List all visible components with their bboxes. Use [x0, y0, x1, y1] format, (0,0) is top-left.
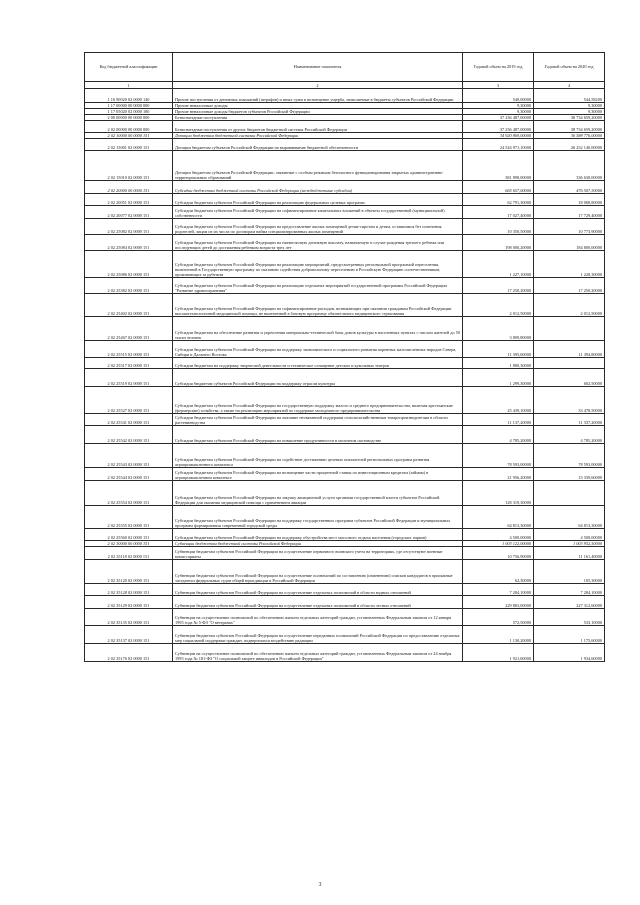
kbk-code-cell: 2 02 25560 02 0000 151	[85, 529, 173, 541]
value-2020-cell: 10 773,90000	[534, 219, 605, 235]
table-row	[85, 139, 605, 151]
indicator-name-cell: Субвенции бюджетам субъектов Российской Федерации на осуществление переданных полномочий Российской Федерации по предоставлению отдельных мер социальной поддержки граждан, подвергшихся воздействию радиации	[173, 626, 463, 644]
page-number: 3	[318, 882, 322, 888]
kbk-code-cell: 2 02 25519 02 0000 151	[85, 369, 173, 387]
indicator-name-cell: Безвозмездные поступления	[173, 115, 463, 121]
value-2020-cell: 38 734 659,20000	[534, 115, 605, 121]
value-2019-cell: 11 137,20000	[463, 414, 534, 426]
value-2020-cell: 227 312,60000	[534, 596, 605, 609]
indicator-name-cell: Прочие неналоговые доходы	[173, 103, 463, 109]
kbk-code-cell: 2 02 35128 02 0000 151	[85, 584, 173, 596]
value-2019-cell: 21 956,20000	[463, 468, 534, 481]
kbk-code-cell: 2 02 35135 02 0000 151	[85, 609, 173, 626]
table-row	[85, 278, 605, 294]
indicator-name-cell: Субвенции бюджетам субъектов Российской Федерации на осуществление отдельных полномочий в области лесных отношений	[173, 596, 463, 609]
indicator-name-cell: Дотации бюджетам субъектов Российской Федерации, связанные с особым режимом безопасного функционирования закрытых административно-территориальных образований	[173, 151, 463, 181]
kbk-code-cell: 2 02 20077 02 0000 151	[85, 206, 173, 219]
value-2020-cell: 17 729,40000	[534, 206, 605, 219]
value-2020-cell: 1 228,30000	[534, 251, 605, 278]
value-2019-cell: 24 544 971,10000	[463, 139, 534, 151]
indicator-name-cell: Субвенции бюджетам субъектов Российской Федерации на осуществление полномочий по составлению (изменению) списков кандидатов в присяжные заседатели федеральных судов общей юрисдикции в Российской Федерации	[173, 560, 463, 584]
kbk-code-cell: 2 02 25542 02 0000 151	[85, 426, 173, 444]
indicator-name-cell: Субсидии бюджетам субъектов Российской Федерации на поддержку экономического и социального развития коренных малочисленных народов Севера, Сибири и Дальнего Востока	[173, 341, 463, 358]
value-2020-cell: 11 161,40000	[534, 547, 605, 560]
header-code: Код бюджетной классификации	[85, 53, 173, 82]
kbk-code-cell: 1 17 00000 00 0000 000	[85, 103, 173, 109]
value-2019-cell: 25 439,10000	[463, 387, 534, 414]
kbk-code-cell: 2 02 15001 02 0000 151	[85, 139, 173, 151]
value-2019-cell: 17 027,40000	[463, 206, 534, 219]
value-2020-cell: 602,50000	[534, 369, 605, 387]
indicator-name-cell: Субвенции бюджетам субъектов Российской Федерации на осуществление первичного воинского учета на территориях, где отсутствуют военные комиссариаты	[173, 547, 463, 560]
indicator-name-cell: Субвенции на осуществление полномочий по обеспечению жильем отдельных категорий граждан, установленных Федеральным законом от 12 января 1995 года № 5-ФЗ "О ветеранах"	[173, 609, 463, 626]
kbk-code-cell: 2 02 25541 02 0000 151	[85, 414, 173, 426]
table-row	[85, 626, 605, 644]
indicator-name-cell: Субсидии бюджетам субъектов Российской Федерации на реализацию мероприятий, предусмотренных региональной программой переселения, включенной в Государственную программу по оказанию содействия добровольному переселению в Российскую Федерацию соотечественников, проживающих за рубежом	[173, 251, 463, 278]
value-2019-cell: 17 250,20000	[463, 278, 534, 294]
value-2020-cell: 544,58200	[534, 89, 605, 103]
value-2019-cell: 229 883,00000	[463, 596, 534, 609]
table-row	[85, 219, 605, 235]
kbk-code-cell: 2 02 35176 02 0000 151	[85, 644, 173, 662]
value-2020-cell: 184 800,00000	[534, 235, 605, 251]
column-number: 1	[85, 82, 173, 89]
indicator-name-cell: Субсидии бюджетам субъектов Российской Федерации на поддержку обустройства мест массового отдыха населения (городских парков)	[173, 529, 463, 541]
value-2019-cell: 1 299,30000	[463, 369, 534, 387]
table-row	[85, 369, 605, 387]
value-2019-cell: 2 012,50000	[463, 294, 534, 317]
table-row	[85, 481, 605, 506]
indicator-name-cell: Субсидии бюджетам субъектов Российской Федерации на оказание несвязанной поддержки сельскохозяйственным товаропроизводителям в области растениеводства	[173, 414, 463, 426]
kbk-code-cell: 2 02 25543 02 0000 151	[85, 444, 173, 468]
table-row	[85, 468, 605, 481]
indicator-name-cell: Безвозмездные поступления от других бюджетов бюджетной системы Российской Федерации	[173, 121, 463, 133]
indicator-name-cell: Дотации бюджетам субъектов Российской Федерации на выравнивание бюджетной обеспеченности	[173, 139, 463, 151]
value-2019-cell: 62,30000	[463, 560, 534, 584]
value-2019-cell: 1 880,30000	[463, 358, 534, 369]
value-2019-cell: 37 236 487,00000	[463, 121, 534, 133]
value-2019-cell: 37 236 487,00000	[463, 115, 534, 121]
kbk-code-cell: 2 02 35129 02 0000 151	[85, 596, 173, 609]
value-2019-cell: 540,00000	[463, 89, 534, 103]
value-2020-cell: 105,30000	[534, 560, 605, 584]
table-row	[85, 151, 605, 181]
value-2019-cell: 10 756,90000	[463, 547, 534, 560]
table-row	[85, 121, 605, 133]
table-row	[85, 644, 605, 662]
table-row	[85, 294, 605, 317]
kbk-code-cell: 2 02 25555 02 0000 151	[85, 506, 173, 529]
value-2019-cell: 4 785,20000	[463, 426, 534, 444]
table-row	[85, 547, 605, 560]
value-2020-cell: 1 003 952,50000	[534, 541, 605, 547]
value-2020-cell	[534, 358, 605, 369]
table-row	[85, 206, 605, 219]
kbk-code-cell: 2 02 25086 02 0000 151	[85, 251, 173, 278]
indicator-name-cell: Субсидии бюджетам субъектов Российской Федерации на софинансирование расходов, возникающих при оказании гражданам Российской Федерации высокотехнологичной медицинской помощи, не включенной в базовую программу обязательного медицинского страхования	[173, 294, 463, 317]
table-row	[85, 596, 605, 609]
indicator-name-cell: Субсидии бюджетам субъектов Российской Федерации на возмещение части процентной ставки по инвестиционным кредитам (займам) в агропромышленном комплексе	[173, 468, 463, 481]
value-2019-cell: 198 000,20000	[463, 235, 534, 251]
column-number: 2	[173, 82, 463, 89]
table-row	[85, 426, 605, 444]
kbk-code-cell: 2 02 25084 02 0000 151	[85, 235, 173, 251]
value-2020-cell	[534, 317, 605, 341]
value-2020-cell: 2 012,50000	[534, 294, 605, 317]
indicator-name-cell: Субсидии бюджетам на обеспечение развития и укрепления материально-технической базы домов культуры в населенных пунктах с числом жителей до 50 тысяч человек	[173, 317, 463, 341]
value-2019-cell: 78 593,00000	[463, 444, 534, 468]
indicator-name-cell: Субсидии бюджетам субъектов Российской Федерации на предоставление жилых помещений детям-сиротам и детям, оставшимся без попечения родителей, лицам из их числа по договорам найма специализированных жилых помещений	[173, 219, 463, 235]
value-2019-cell: 572,50000	[463, 609, 534, 626]
kbk-code-cell: 2 02 15010 02 0000 151	[85, 151, 173, 181]
value-2019-cell: 64 813,30000	[463, 506, 534, 529]
header-2019: Годовой объем на 2019 год	[463, 53, 534, 82]
column-number: 4	[534, 82, 605, 89]
kbk-code-cell: 2 02 00000 00 0000 000	[85, 121, 173, 133]
table-row	[85, 584, 605, 596]
indicator-name-cell: Субвенции бюджетам субъектов Российской Федерации на осуществление отдельных полномочий в области водных отношений	[173, 584, 463, 596]
value-2019-cell: 34 920 869,00000	[463, 133, 534, 139]
kbk-code-cell: 2 02 35118 02 0000 151	[85, 547, 173, 560]
table-row	[85, 529, 605, 541]
value-2020-cell: 33 478,50000	[534, 387, 605, 414]
budget-revenue-table	[84, 52, 605, 662]
kbk-code-cell: 2 02 25467 02 0000 151	[85, 317, 173, 341]
table-row	[85, 609, 605, 626]
header-name: Наименование показателя	[173, 53, 463, 82]
kbk-code-cell: 2 02 25515 02 0000 151	[85, 341, 173, 358]
value-2019-cell: 1 003 122,00000	[463, 541, 534, 547]
value-2020-cell: 18 068,80000	[534, 194, 605, 206]
value-2019-cell: 10 350,50000	[463, 219, 534, 235]
table-row	[85, 181, 605, 194]
indicator-name-cell: Субсидии бюджетам на поддержку творческой деятельности и техническое оснащение детских и кукольных театров	[173, 358, 463, 369]
budget-table-sheet	[84, 52, 604, 662]
value-2020-cell: 11 394,80000	[534, 341, 605, 358]
kbk-code-cell: 1 16 90020 02 0000 140	[85, 89, 173, 103]
value-2020-cell: 9,30000	[534, 103, 605, 109]
kbk-code-cell: 2 02 25517 02 0000 151	[85, 358, 173, 369]
indicator-name-cell: Субвенции на осуществление полномочий по обеспечению жильем отдельных категорий граждан, установленных Федеральным законом от 24 ноября 1995 года № 181-ФЗ "О социальной защите инвалидов в Российской Федерации"	[173, 644, 463, 662]
value-2019-cell: 9,30000	[463, 109, 534, 115]
kbk-code-cell: 1 17 05020 02 0000 180	[85, 109, 173, 115]
kbk-code-cell: 2 02 25554 02 0000 151	[85, 481, 173, 506]
value-2020-cell: 533,10000	[534, 609, 605, 626]
kbk-code-cell: 2 02 25402 02 0000 151	[85, 294, 173, 317]
kbk-code-cell: 2 02 25382 02 0000 151	[85, 278, 173, 294]
value-2020-cell: 7 284,10000	[534, 584, 605, 596]
value-2019-cell: 4 500,00000	[463, 529, 534, 541]
indicator-name-cell: Субсидии бюджетам субъектов Российской Федерации на реализацию отдельных мероприятий государственной программы Российской Федерации "Развитие здравоохранения"	[173, 278, 463, 294]
value-2020-cell: 1 175,60000	[534, 626, 605, 644]
indicator-name-cell: Субсидии бюджетам субъектов Российской Федерации на реализацию федеральных целевых программ	[173, 194, 463, 206]
value-2020-cell: 336 630,00000	[534, 151, 605, 181]
indicator-name-cell: Субсидия бюджетам субъектов Российской Федерации на поддержку отрасли культуры	[173, 369, 463, 387]
table-row	[85, 89, 605, 103]
table-row	[85, 251, 605, 278]
value-2020-cell: 4 785,20000	[534, 426, 605, 444]
value-2019-cell: 128 319,30000	[463, 481, 534, 506]
indicator-name-cell: Субсидии бюджетам субъектов Российской Федерации на ежемесячную денежную выплату, назначаемую в случае рождения третьего ребенка или последующих детей до достижения ребенком возраста трех лет	[173, 235, 463, 251]
table-row	[85, 444, 605, 468]
kbk-code-cell: 2 02 30000 00 0000 151	[85, 541, 173, 547]
table-row	[85, 235, 605, 251]
value-2019-cell: 1 130,20000	[463, 626, 534, 644]
kbk-code-cell: 2 00 00000 00 0000 000	[85, 115, 173, 121]
table-row	[85, 414, 605, 426]
indicator-name-cell: Субсидии бюджетам бюджетной системы Российской Федерации (межбюджетные субсидии)	[173, 181, 463, 194]
kbk-code-cell: 2 02 10000 00 0000 151	[85, 133, 173, 139]
value-2020-cell: 78 593,00000	[534, 444, 605, 468]
indicator-name-cell: Субсидии бюджетам субъектов Российской Федерации на поддержку государственных программ субъектов Российской Федерации и муниципальных программ формирования современной городской среды	[173, 506, 463, 529]
value-2020-cell	[534, 481, 605, 506]
column-number-row	[85, 82, 605, 89]
value-2019-cell: 665 657,00000	[463, 181, 534, 194]
table-body	[85, 89, 605, 662]
table-row	[85, 358, 605, 369]
table-header-row	[85, 53, 605, 82]
value-2020-cell: 9,30000	[534, 109, 605, 115]
value-2019-cell: 62 791,30000	[463, 194, 534, 206]
kbk-code-cell: 2 02 35137 02 0000 151	[85, 626, 173, 644]
table-row	[85, 194, 605, 206]
table-row	[85, 506, 605, 529]
indicator-name-cell: Субсидии бюджетам субъектов Российской Федерации на государственную поддержку малого и среднего предпринимательства, включая крестьянские (фермерские) хозяйства, а также на реализацию мероприятий по поддержке молодежного предпринимательства	[173, 387, 463, 414]
value-2020-cell: 17 250,20000	[534, 278, 605, 294]
value-2020-cell: 476 507,30000	[534, 181, 605, 194]
kbk-code-cell: 2 02 20051 02 0000 151	[85, 194, 173, 206]
indicator-name-cell: Субвенции бюджетам бюджетной системы Российской Федерации	[173, 541, 463, 547]
value-2019-cell: 9,30000	[463, 103, 534, 109]
value-2019-cell: 3 809,80000	[463, 317, 534, 341]
value-2020-cell: 4 500,00000	[534, 529, 605, 541]
value-2019-cell: 1 227,10000	[463, 251, 534, 278]
value-2019-cell: 11 395,60000	[463, 341, 534, 358]
table-row	[85, 317, 605, 341]
indicator-name-cell: Субсидии бюджетам субъектов Российской Федерации на содействие достижению целевых показателей региональных программ развития агропромышленного комплекса	[173, 444, 463, 468]
kbk-code-cell: 2 02 25082 02 0000 151	[85, 219, 173, 235]
table-row	[85, 387, 605, 414]
kbk-code-cell: 2 02 35120 02 0000 151	[85, 560, 173, 584]
indicator-name-cell: Дотации бюджетам бюджетной системы Российской Федерации	[173, 133, 463, 139]
value-2020-cell: 36 588 776,00000	[534, 133, 605, 139]
value-2020-cell: 64 813,30000	[534, 506, 605, 529]
kbk-code-cell: 2 02 25544 02 0000 151	[85, 468, 173, 481]
value-2019-cell: 1 921,60000	[463, 644, 534, 662]
table-row	[85, 560, 605, 584]
value-2020-cell: 1 934,60000	[534, 644, 605, 662]
value-2020-cell: 26 252 140,00000	[534, 139, 605, 151]
indicator-name-cell: Субсидии бюджетам субъектов Российской Федерации на софинансирование капитальных вложений в объекты государственной (муниципальной) собственности	[173, 206, 463, 219]
indicator-name-cell: Субсидии бюджетам субъектов Российской Федерации на закупку авиационной услуги органами государственной власти субъектов Российской Федерации для оказания медицинской помощи с применением авиации	[173, 481, 463, 506]
table-row	[85, 341, 605, 358]
value-2019-cell: 381 898,00000	[463, 151, 534, 181]
value-2020-cell: 38 734 659,20000	[534, 121, 605, 133]
indicator-name-cell: Субсидии бюджетам субъектов Российской Федерации на повышение продуктивности в молочном скотоводстве	[173, 426, 463, 444]
kbk-code-cell: 2 02 25527 02 0000 151	[85, 387, 173, 414]
kbk-code-cell: 2 02 20000 00 0000 151	[85, 181, 173, 194]
value-2020-cell: 15 339,60000	[534, 468, 605, 481]
value-2019-cell: 7 284,10000	[463, 584, 534, 596]
indicator-name-cell: Прочие поступления от денежных взысканий (штрафов) и иных сумм в возмещение ущерба, зачисляемые в бюджеты субъектов Российской Федерации	[173, 89, 463, 103]
indicator-name-cell: Прочие неналоговые доходы бюджетов субъектов Российской Федерации	[173, 109, 463, 115]
header-2020: Годовой объем на 2020 год	[534, 53, 605, 82]
column-number: 3	[463, 82, 534, 89]
value-2020-cell: 11 337,20000	[534, 414, 605, 426]
